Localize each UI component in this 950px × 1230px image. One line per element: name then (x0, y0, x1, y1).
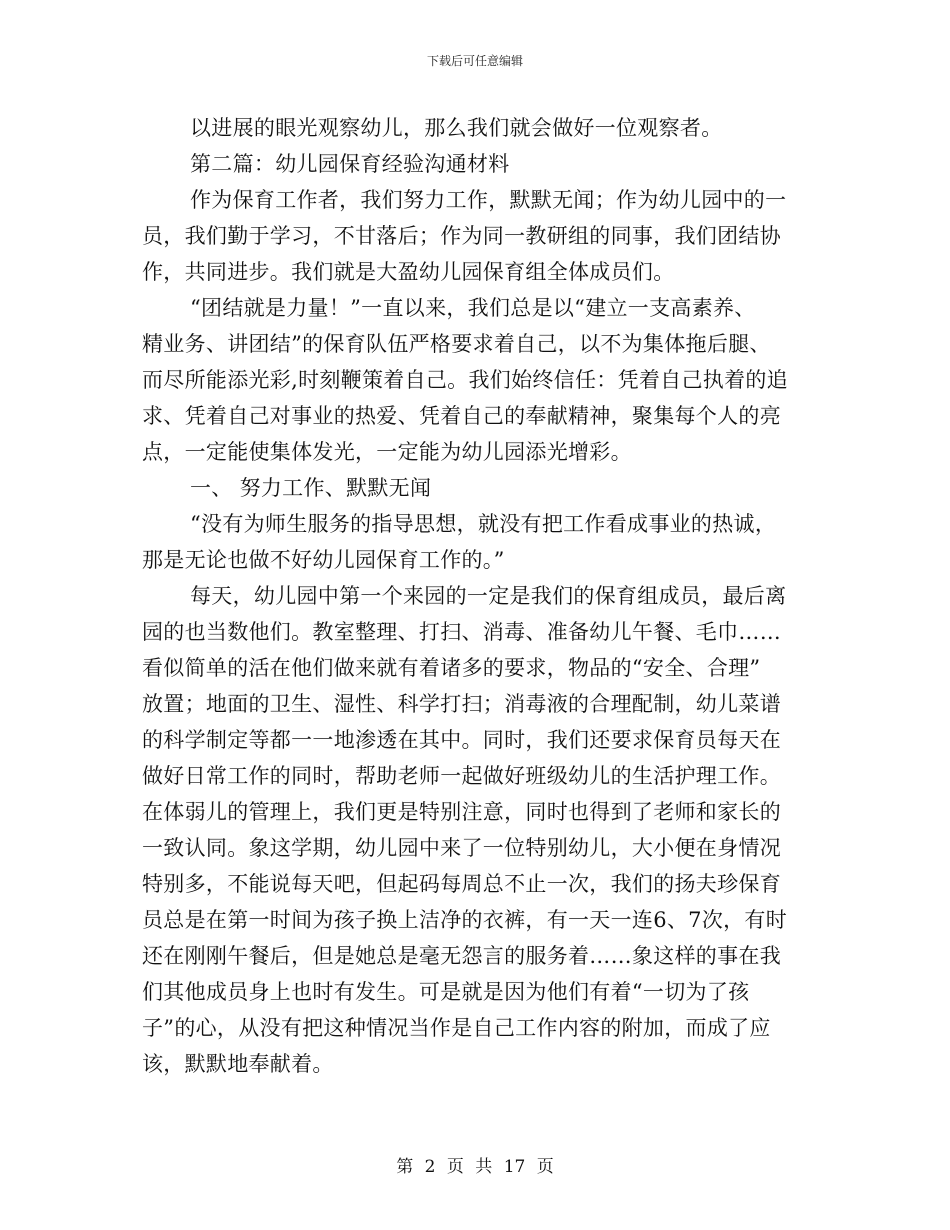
text-line: 放置；地面的卫生、湿性、科学打扫；消毒液的合理配制，幼儿菜谱 (142, 692, 781, 716)
text-line: 那是无论也做不好幼儿园保育工作的。” (142, 548, 505, 572)
text-line: 每天，幼儿园中第一个来园的一定是我们的保育组成员，最后离 (190, 584, 787, 608)
text-line: “没有为师生服务的指导思想，就没有把工作看成事业的热诚， (190, 512, 777, 536)
page-footer: 第 2 页 共 17 页 (396, 1157, 554, 1177)
text-line: 作为保育工作者，我们努力工作，默默无闻；作为幼儿园中的一 (190, 188, 787, 212)
text-line: 们其他成员身上也时有发生。可是就是因为他们有着“一切为了孩 (142, 980, 750, 1004)
text-line: 做好日常工作的同时，帮助老师一起做好班级幼儿的生活护理工作。 (142, 764, 781, 788)
text-line: 该，默默地奉献着。 (142, 1052, 334, 1076)
text-line: 园的也当数他们。教室整理、打扫、消毒、准备幼儿午餐、毛巾…… (142, 620, 781, 644)
text-line: “团结就是力量！”一直以来，我们总是以“建立一支高素养、 (190, 296, 756, 320)
text-line: 精业务、讲团结”的保育队伍严格要求着自己，以不为集体拖后腿、 (142, 332, 771, 356)
text-line: 在体弱儿的管理上，我们更是特别注意，同时也得到了老师和家长的 (142, 800, 781, 824)
page-header: 下载后可任意编辑 (426, 54, 523, 68)
text-line: 作，共同进步。我们就是大盈幼儿园保育组全体成员们。 (142, 260, 675, 284)
text-line: 而尽所能添光彩,时刻鞭策着自己。我们始终信任：凭着自己执着的追 (142, 368, 788, 392)
text-line: 特别多，不能说每天吧，但起码每周总不止一次，我们的扬夫珍保育 (142, 872, 781, 896)
text-line: 还在刚刚午餐后，但是她总是毫无怨言的服务着……象这样的事在我 (142, 944, 781, 968)
text-line: 一致认同。象这学期，幼儿园中来了一位特别幼儿，大小便在身情况 (142, 836, 781, 860)
document-body (142, 110, 810, 1082)
text-line: 以进展的眼光观察幼儿，那么我们就会做好一位观察者。 (190, 116, 723, 140)
text-line: 求、凭着自己对事业的热爱、凭着自己的奉献精神，聚集每个人的亮 (142, 404, 781, 428)
text-line: 员，我们勤于学习，不甘落后；作为同一教研组的同事，我们团结协 (142, 224, 781, 248)
text-line: 员总是在第一时间为孩子换上洁净的衣裤，有一天一连6、7次，有时 (142, 908, 788, 932)
text-line: 第二篇：幼儿园保育经验沟通材料 (190, 152, 510, 176)
text-line: 一、 努力工作、默默无闻 (190, 476, 432, 500)
text-line: 点，一定能使集体发光，一定能为幼儿园添光增彩。 (142, 440, 632, 464)
text-line: 的科学制定等都一一地渗透在其中。同时，我们还要求保育员每天在 (142, 728, 781, 752)
text-line: 子”的心，从没有把这种情况当作是自己工作内容的附加，而成了应 (142, 1016, 771, 1040)
text-line: 看似简单的活在他们做来就有着诸多的要求，物品的“安全、合理” (142, 656, 761, 680)
